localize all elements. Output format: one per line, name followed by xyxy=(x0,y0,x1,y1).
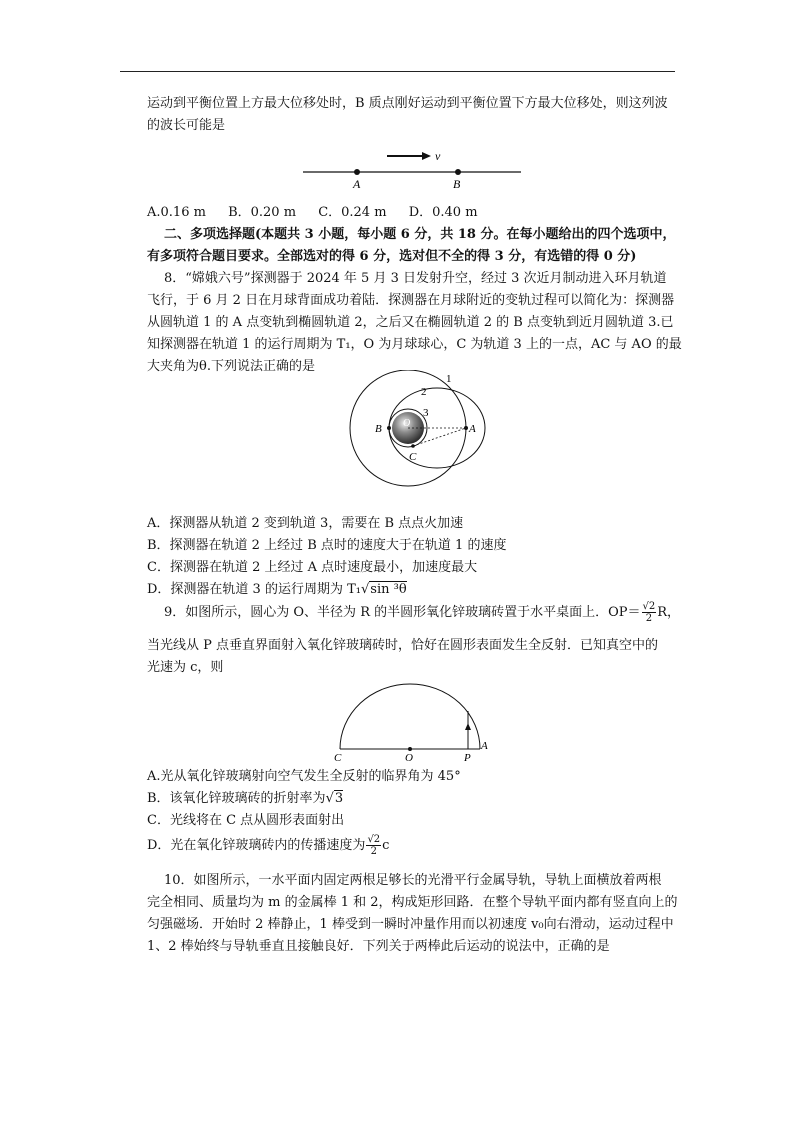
orbit-3-label: 3 xyxy=(423,407,429,419)
point-c-label: C xyxy=(334,752,342,764)
q7-option-a: A.0.16 m xyxy=(147,205,206,220)
wave-figure xyxy=(295,143,530,193)
point-c-label: C xyxy=(409,451,417,463)
q8-line-4: 知探测器在轨道 1 的运行周期为 T₁，O 为月球球心，C 为轨道 3 上的一点，AC 与 AO 的最 xyxy=(147,337,682,352)
point-a-label: A xyxy=(353,177,361,191)
orbit-figure xyxy=(338,370,488,498)
q8-option-d: D．探测器在轨道 3 的运行周期为 T₁√sin ³θ xyxy=(147,582,407,597)
moon-center-label: O xyxy=(403,418,411,429)
point-b-label: B xyxy=(375,423,382,435)
sqrt-sign: √ xyxy=(360,582,370,597)
q9-option-d: D．光在氧化锌玻璃砖内的传播速度为 $\frac{√2}{2}$ c xyxy=(147,834,390,857)
fraction: $\frac{√2}{2}$ xyxy=(367,834,381,857)
sqrt-sign: √ xyxy=(325,791,334,806)
center-o-label: O xyxy=(405,752,413,764)
q9-option-a: A.光从氧化锌玻璃射向空气发生全反射的临界角为 45° xyxy=(147,769,461,784)
semicircle-figure xyxy=(328,680,498,765)
fraction: $\frac{√2}{2}$ xyxy=(642,601,656,624)
point-p-label: P xyxy=(464,752,471,764)
point-a-label: A xyxy=(481,740,488,752)
q10-line-1: 10．如图所示，一水平面内固定两根足够长的光滑平行金属导轨，导轨上面横放着两根 xyxy=(164,873,662,888)
point-a-label: A xyxy=(469,423,476,435)
velocity-label: v xyxy=(435,149,441,163)
q8-option-c: C．探测器在轨道 2 上经过 A 点时速度最小，加速度最大 xyxy=(147,560,478,575)
q7-options xyxy=(147,202,677,224)
q7-option-b: B．0.20 m xyxy=(228,205,297,220)
point-b-label: B xyxy=(453,177,461,191)
q7-line-2: 的波长可能是 xyxy=(147,118,226,133)
header-rule xyxy=(120,71,675,72)
q8-line-3: 从圆轨道 1 的 A 点变轨到椭圆轨道 2，之后又在椭圆轨道 2 的 B 点变轨到近月圆轨道 3.已 xyxy=(147,315,674,330)
q10-line-4: 1、2 棒始终与导轨垂直且接触良好．下列关于两棒此后运动的说法中，正确的是 xyxy=(147,939,610,954)
q8-line-2: 飞行，于 6 月 2 日在月球背面成功着陆．探测器在月球附近的变轨过程可以简化为：探测器 xyxy=(147,293,675,308)
q8-option-a: A．探测器从轨道 2 变到轨道 3，需要在 B 点点火加速 xyxy=(147,516,464,531)
q8-optd-radicand: sin ³θ xyxy=(370,582,407,597)
q9-line-3: 光速为 c，则 xyxy=(147,660,224,675)
q9-option-b: B．该氧化锌玻璃砖的折射率为√3 xyxy=(147,791,344,806)
orbit-2-label: 2 xyxy=(421,386,427,398)
q7-line-1: 运动到平衡位置上方最大位移处时，B 质点刚好运动到平衡位置下方最大位移处，则这列波 xyxy=(147,96,668,111)
semicircle-arc xyxy=(340,684,480,749)
q9-line-2: 当光线从 P 点垂直界面射入氧化锌玻璃砖时，恰好在圆形表面发生全反射．已知真空中的 xyxy=(147,638,659,653)
q9-line-1: 9．如图所示，圆心为 O、半径为 R 的半圆形氧化锌玻璃砖置于水平桌面上．OP＝ $\frac{√2}{2}$ R， xyxy=(164,601,681,624)
q9-option-c: C．光线将在 C 点从圆形表面射出 xyxy=(147,813,345,828)
q10-line-3: 匀强磁场．开始时 2 棒静止，1 棒受到一瞬时冲量作用而以初速度 v₀向右滑动，运动过程中 xyxy=(147,917,674,932)
q10-line-2: 完全相同、质量均为 m 的金属棒 1 和 2，构成矩形回路．在整个导轨平面内都有竖直向上的 xyxy=(147,895,678,910)
q7-option-d: D．0.40 m xyxy=(408,205,478,220)
q7-option-c: C．0.24 m xyxy=(318,205,387,220)
q8-line-5: 大夹角为θ.下列说法正确的是 xyxy=(147,359,315,374)
section-heading-line-2: 有多项符合题目要求。全部选对的得 6 分，选对但不全的得 3 分，有选错的得 0 分) xyxy=(147,249,637,264)
section-heading-line-1: 二、多项选择题(本题共 3 小题，每小题 6 分，共 18 分。在每小题给出的四个选项中， xyxy=(164,227,676,242)
q8-line-1: 8．“嫦娥六号”探测器于 2024 年 5 月 3 日发射升空，经过 3 次近月制动进入环月轨道 xyxy=(164,271,667,286)
orbit-1-label: 1 xyxy=(446,373,452,385)
q8-option-b: B．探测器在轨道 2 上经过 B 点时的速度大于在轨道 1 的速度 xyxy=(147,538,507,553)
